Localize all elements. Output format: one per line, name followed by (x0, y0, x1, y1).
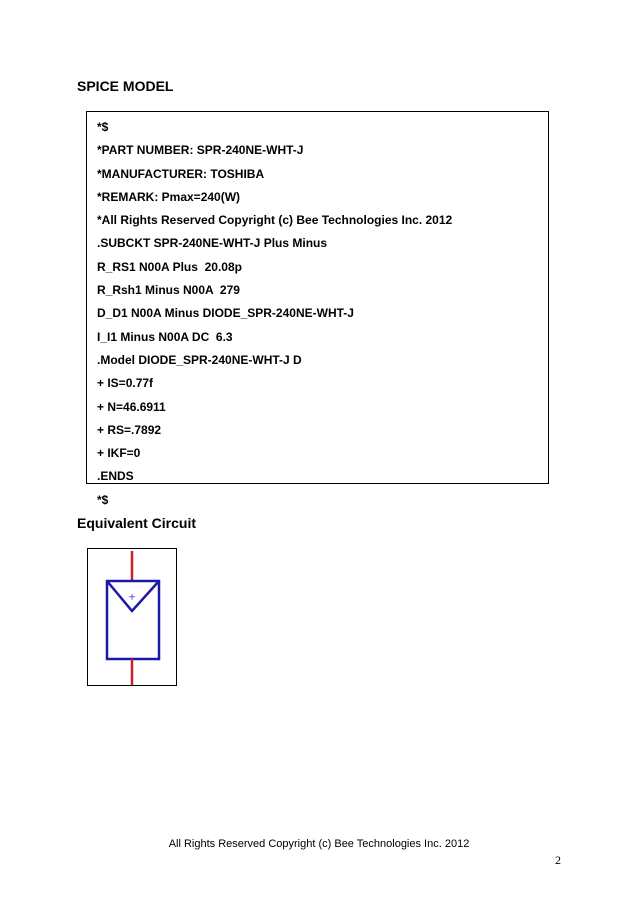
model-line: .ENDS (97, 469, 134, 484)
model-line: *MANUFACTURER: TOSHIBA (97, 166, 265, 181)
footer-copyright: All Rights Reserved Copyright (c) Bee Technologies Inc. 2012 (168, 838, 470, 850)
model-line: R_Rsh1 Minus N00A 279 (97, 283, 240, 298)
model-line: + IKF=0 (97, 446, 141, 461)
model-line: + N=46.6911 (97, 399, 166, 414)
model-line: *All Rights Reserved Copyright (c) Bee Technologies Inc. 2012 (97, 213, 453, 228)
plus-terminal-label: + (128, 589, 136, 604)
model-line: I_I1 Minus N00A DC 6.3 (97, 329, 233, 344)
model-line: *$ (97, 492, 109, 507)
page-number: 2 (555, 853, 561, 867)
model-line: + RS=.7892 (97, 422, 162, 437)
model-line: *PART NUMBER: SPR-240NE-WHT-J (97, 143, 304, 158)
equivalent-circuit-figure (87, 548, 177, 686)
model-line: .SUBCKT SPR-240NE-WHT-J Plus Minus (97, 236, 328, 251)
spice-model-heading: SPICE MODEL (77, 78, 174, 94)
model-line: .Model DIODE_SPR-240NE-WHT-J D (97, 352, 302, 367)
model-line: + IS=0.77f (97, 376, 154, 391)
spice-model-listing (86, 111, 549, 507)
model-line: *REMARK: Pmax=240(W) (97, 189, 241, 204)
model-line: D_D1 N00A Minus DIODE_SPR-240NE-WHT-J (97, 306, 354, 321)
model-line: R_RS1 N00A Plus 20.08p (97, 259, 242, 274)
solar-cell-symbol (88, 549, 178, 687)
equivalent-circuit-heading: Equivalent Circuit (77, 515, 197, 531)
model-line: *$ (97, 120, 109, 134)
